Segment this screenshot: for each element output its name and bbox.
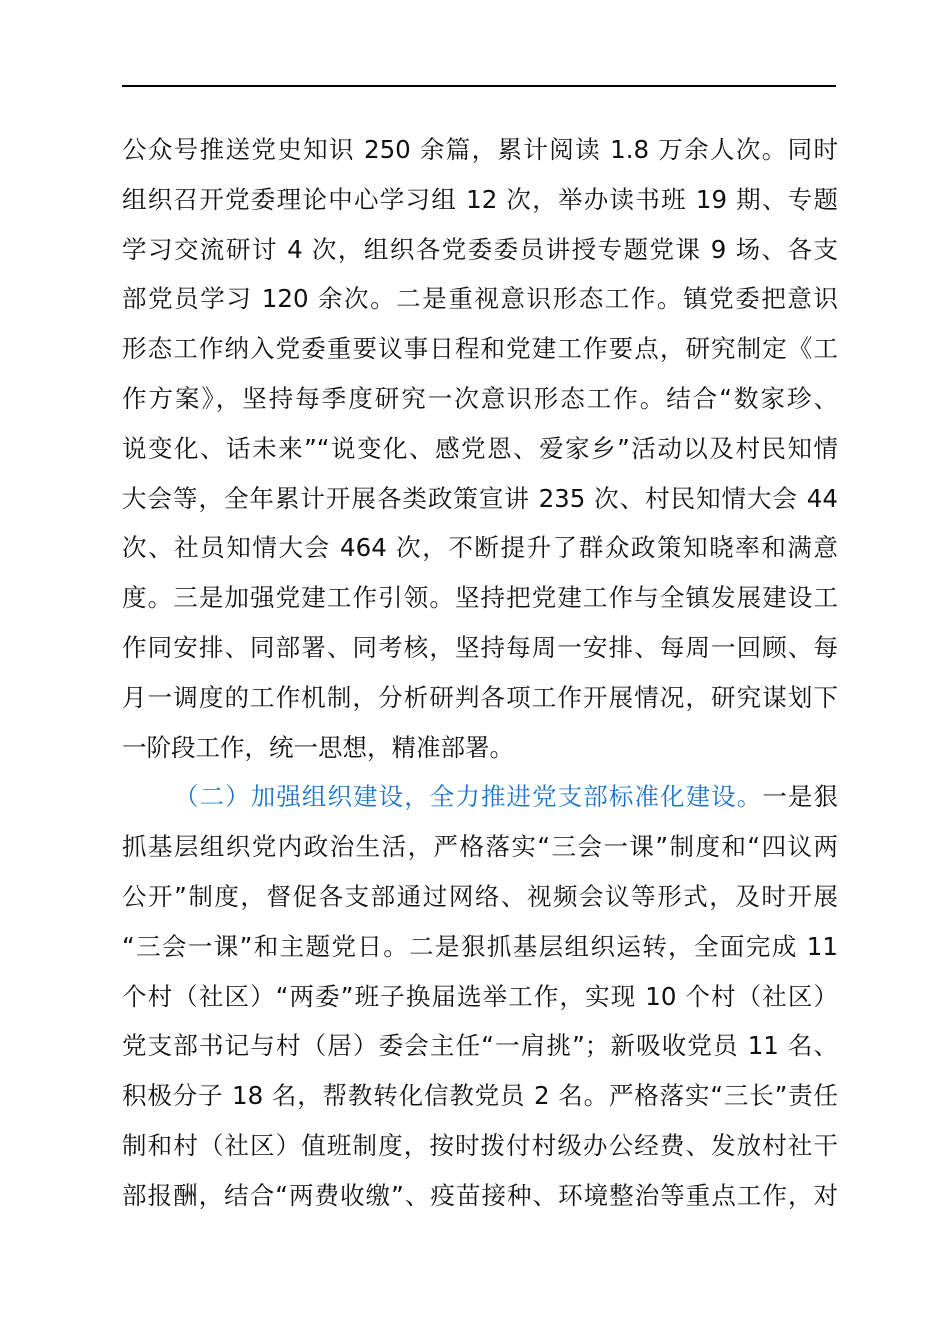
text-line: 次、社员知情大会 464 次，不断提升了群众政策知晓率和满意 — [122, 533, 838, 563]
paragraph-1 — [122, 125, 838, 772]
text-line: 部党员学习 120 余次。二是重视意识形态工作。镇党委把意识 — [122, 284, 838, 314]
text-line: 抓基层组织党内政治生活，严格落实“三会一课”制度和“四议两 — [122, 832, 838, 862]
text-line: 一阶段工作，统一思想，精准部署。 — [122, 732, 514, 762]
text-line: 党支部书记与村（居）委会主任“一肩挑”；新吸收党员 11 名、 — [122, 1031, 838, 1061]
paragraph-2-first-line — [122, 772, 838, 822]
text-line: 组织召开党委理论中心学习组 12 次，举办读书班 19 期、专题 — [122, 184, 838, 214]
text-line: 作同安排、同部署、同考核，坚持每周一安排、每周一回顾、每 — [122, 632, 838, 662]
text-line: 作方案》，坚持每季度研究一次意识形态工作。结合“数家珍、 — [122, 383, 838, 413]
text-line: 积极分子 18 名，帮教转化信教党员 2 名。严格落实“三长”责任 — [122, 1081, 838, 1111]
text-line: 形态工作纳入党委重要议事日程和党建工作要点，研究制定《工 — [122, 334, 838, 364]
text-line: 大会等，全年累计开展各类政策宣讲 235 次、村民知情大会 44 — [122, 483, 838, 513]
text-line: 度。三是加强党建工作引领。坚持把党建工作与全镇发展建设工 — [122, 583, 838, 613]
heading-continuation: 一是狠 — [762, 782, 839, 812]
text-line: 说变化、话未来”“说变化、感党恩、爱家乡”活动以及村民知情 — [122, 433, 838, 463]
text-line: “三会一课”和主题党日。二是狠抓基层组织运转，全面完成 11 — [122, 931, 838, 961]
document-body — [122, 125, 838, 1221]
text-line: 部报酬，结合“两费收缴”、疫苗接种、环境整治等重点工作，对 — [122, 1180, 838, 1210]
text-line: 学习交流研讨 4 次，组织各党委委员讲授专题党课 9 场、各支 — [122, 234, 838, 264]
paragraph-2 — [122, 772, 838, 1220]
text-line: 个村（社区）“两委”班子换届选举工作，实现 10 个村（社区） — [122, 981, 838, 1011]
header-rule — [122, 85, 836, 87]
text-line: 月一调度的工作机制，分析研判各项工作开展情况，研究谋划下 — [122, 682, 838, 712]
text-line: 制和村（社区）值班制度，按时拨付村级办公经费、发放村社干 — [122, 1130, 838, 1160]
text-line: 公众号推送党史知识 250 余篇，累计阅读 1.8 万余人次。同时 — [122, 135, 838, 164]
section-heading: （二）加强组织建设，全力推进党支部标准化建设。 — [174, 782, 763, 812]
text-line: 公开”制度，督促各支部通过网络、视频会议等形式，及时开展 — [122, 881, 838, 911]
